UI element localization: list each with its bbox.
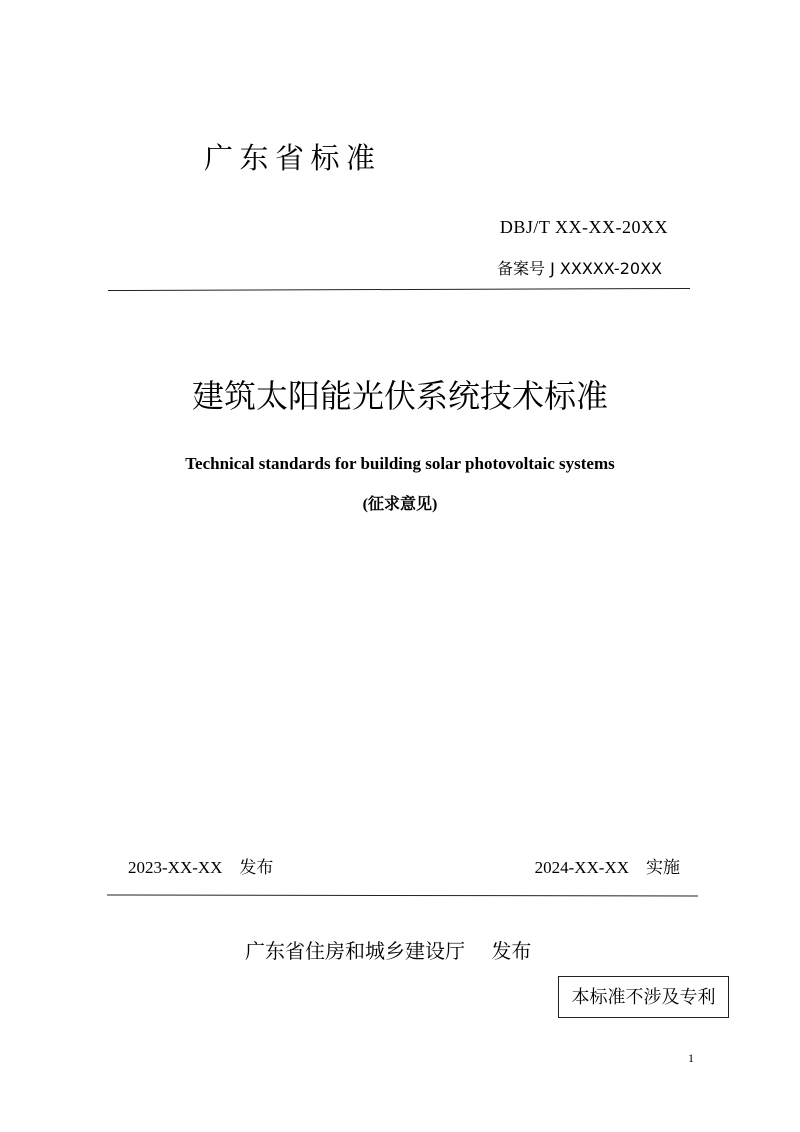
implement-date: 2024-XX-XX 实施 (534, 858, 680, 877)
publisher: 广东省住房和城乡建设厅 发布 (245, 939, 532, 963)
standard-category: 广东省标准 (204, 141, 382, 175)
page-number: 1 (688, 1051, 694, 1065)
standard-code: DBJ/T XX-XX-20XX (499, 217, 668, 237)
patent-note-box (558, 976, 729, 1018)
header-divider (108, 288, 690, 291)
patent-note: 本标准不涉及专利 (571, 987, 716, 1007)
draft-status: (征求意见) (362, 496, 438, 513)
document-title: 建筑太阳能光伏系统技术标准 (191, 377, 608, 415)
record-number: 备案号 J XXXXX-20XX (497, 259, 662, 278)
footer-divider (107, 894, 698, 896)
english-title: Technical standards for building solar photovoltaic systems (185, 454, 615, 473)
publish-date: 2023-XX-XX 发布 (128, 858, 274, 877)
